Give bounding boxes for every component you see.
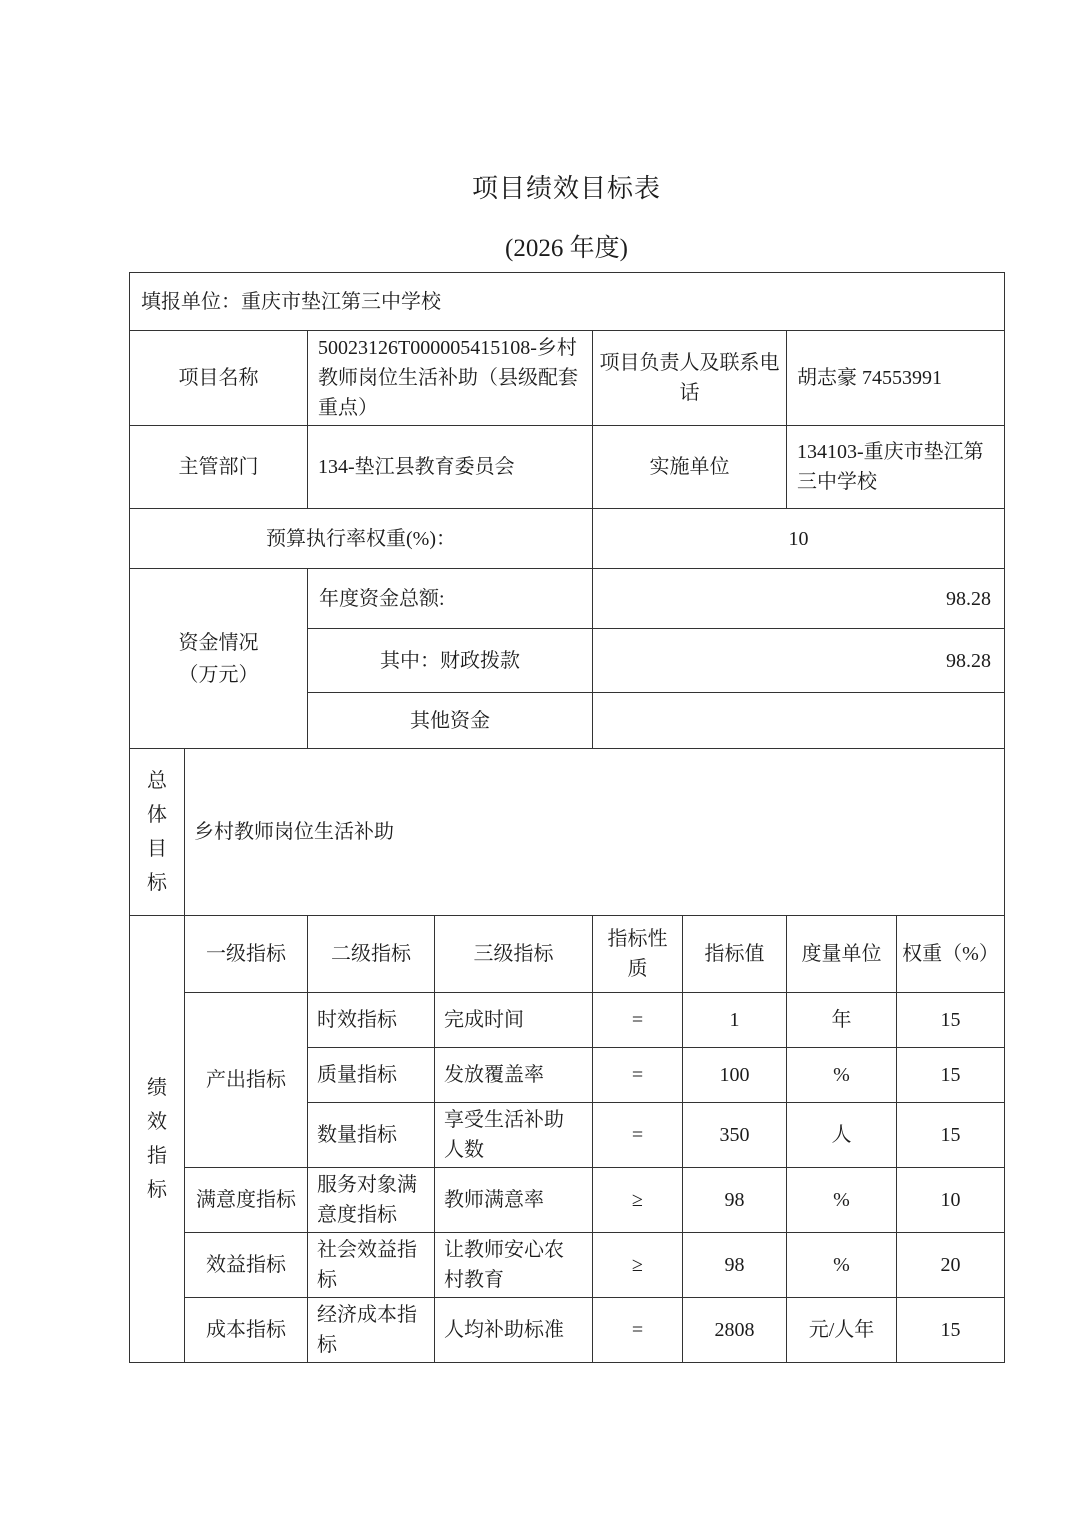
indicator-row bbox=[130, 1298, 1005, 1363]
indicator-level2: 时效指标 bbox=[308, 993, 435, 1048]
indicator-value: 2808 bbox=[683, 1298, 787, 1363]
dept-value: 134-垫江县教育委员会 bbox=[308, 426, 593, 509]
indicator-value: 98 bbox=[683, 1233, 787, 1298]
indicator-unit: 人 bbox=[787, 1103, 897, 1168]
overall-goal-label bbox=[130, 749, 185, 916]
project-manager-value: 胡志豪 74553991 bbox=[787, 331, 1005, 426]
row-dept bbox=[130, 426, 1005, 509]
indicator-level1: 成本指标 bbox=[185, 1298, 308, 1363]
dept-label: 主管部门 bbox=[130, 426, 308, 509]
funding-fiscal-value: 98.28 bbox=[593, 629, 1005, 693]
indicator-unit: 年 bbox=[787, 993, 897, 1048]
indicator-nature: = bbox=[593, 1103, 683, 1168]
row-reporting-unit bbox=[130, 273, 1005, 331]
header-weight: 权重（%） bbox=[897, 916, 1005, 993]
funding-section-label-text: 资金情况（万元） bbox=[178, 631, 259, 686]
indicator-row bbox=[130, 1233, 1005, 1298]
indicator-nature: = bbox=[593, 1298, 683, 1363]
budget-weight-value: 10 bbox=[593, 509, 1005, 569]
project-name-value: 50023126T000005415108-乡村教师岗位生活补助（县级配套重点） bbox=[308, 331, 593, 426]
indicator-value: 100 bbox=[683, 1048, 787, 1103]
indicator-weight: 15 bbox=[897, 1103, 1005, 1168]
impl-unit-label: 实施单位 bbox=[593, 426, 787, 509]
indicator-nature: = bbox=[593, 993, 683, 1048]
indicator-unit: % bbox=[787, 1168, 897, 1233]
indicator-level1: 效益指标 bbox=[185, 1233, 308, 1298]
indicator-value: 350 bbox=[683, 1103, 787, 1168]
funding-fiscal-label: 其中：财政拨款 bbox=[308, 629, 593, 693]
budget-weight-label: 预算执行率权重(%)： bbox=[130, 509, 593, 569]
row-funding-total bbox=[130, 569, 1005, 629]
header-value: 指标值 bbox=[683, 916, 787, 993]
indicator-level1: 满意度指标 bbox=[185, 1168, 308, 1233]
funding-other-label: 其他资金 bbox=[308, 693, 593, 749]
indicator-level1: 产出指标 bbox=[185, 993, 308, 1168]
indicator-weight: 10 bbox=[897, 1168, 1005, 1233]
project-name-label: 项目名称 bbox=[130, 331, 308, 426]
indicator-weight: 15 bbox=[897, 993, 1005, 1048]
performance-target-table bbox=[129, 272, 1005, 1363]
indicator-level3: 让教师安心农村教育 bbox=[435, 1233, 593, 1298]
indicator-nature: ≥ bbox=[593, 1168, 683, 1233]
header-level3: 三级指标 bbox=[435, 916, 593, 993]
indicator-row bbox=[130, 1168, 1005, 1233]
header-level2: 二级指标 bbox=[308, 916, 435, 993]
indicator-level2: 质量指标 bbox=[308, 1048, 435, 1103]
indicator-level2: 数量指标 bbox=[308, 1103, 435, 1168]
indicator-unit: 元/人年 bbox=[787, 1298, 897, 1363]
reporting-unit-cell: 填报单位：重庆市垫江第三中学校 bbox=[130, 273, 1005, 331]
overall-goal-value: 乡村教师岗位生活补助 bbox=[185, 749, 1005, 916]
indicator-value: 1 bbox=[683, 993, 787, 1048]
row-budget-weight bbox=[130, 509, 1005, 569]
indicator-weight: 15 bbox=[897, 1298, 1005, 1363]
page-subtitle: (2026 年度) bbox=[505, 235, 628, 262]
indicator-value: 98 bbox=[683, 1168, 787, 1233]
indicator-level2: 经济成本指标 bbox=[308, 1298, 435, 1363]
row-indicator-header bbox=[130, 916, 1005, 993]
indicator-weight: 20 bbox=[897, 1233, 1005, 1298]
indicator-unit: % bbox=[787, 1048, 897, 1103]
indicator-row bbox=[130, 993, 1005, 1048]
indicator-nature: ≥ bbox=[593, 1233, 683, 1298]
funding-other-value bbox=[593, 693, 1005, 749]
indicator-level2: 服务对象满意度指标 bbox=[308, 1168, 435, 1233]
funding-section-label bbox=[130, 569, 308, 749]
funding-total-value: 98.28 bbox=[593, 569, 1005, 629]
indicators-section-label-text: 绩效指标 bbox=[147, 1077, 167, 1201]
indicator-level3: 发放覆盖率 bbox=[435, 1048, 593, 1103]
page-title: 项目绩效目标表 bbox=[471, 174, 661, 203]
header-nature: 指标性质 bbox=[593, 916, 683, 993]
overall-goal-label-text: 总体目标 bbox=[147, 770, 167, 894]
indicator-level3: 享受生活补助人数 bbox=[435, 1103, 593, 1168]
indicator-level3: 教师满意率 bbox=[435, 1168, 593, 1233]
indicators-section-label bbox=[130, 916, 185, 1363]
indicator-weight: 15 bbox=[897, 1048, 1005, 1103]
indicator-unit: % bbox=[787, 1233, 897, 1298]
header-level1: 一级指标 bbox=[185, 916, 308, 993]
header-unit: 度量单位 bbox=[787, 916, 897, 993]
impl-unit-value: 134103-重庆市垫江第三中学校 bbox=[787, 426, 1005, 509]
indicator-level2: 社会效益指标 bbox=[308, 1233, 435, 1298]
row-project-name bbox=[130, 331, 1005, 426]
indicator-level3: 人均补助标准 bbox=[435, 1298, 593, 1363]
row-overall-goal bbox=[130, 749, 1005, 916]
indicator-level3: 完成时间 bbox=[435, 993, 593, 1048]
project-manager-label: 项目负责人及联系电话 bbox=[593, 331, 787, 426]
indicator-nature: = bbox=[593, 1048, 683, 1103]
funding-total-label: 年度资金总额: bbox=[308, 569, 593, 629]
